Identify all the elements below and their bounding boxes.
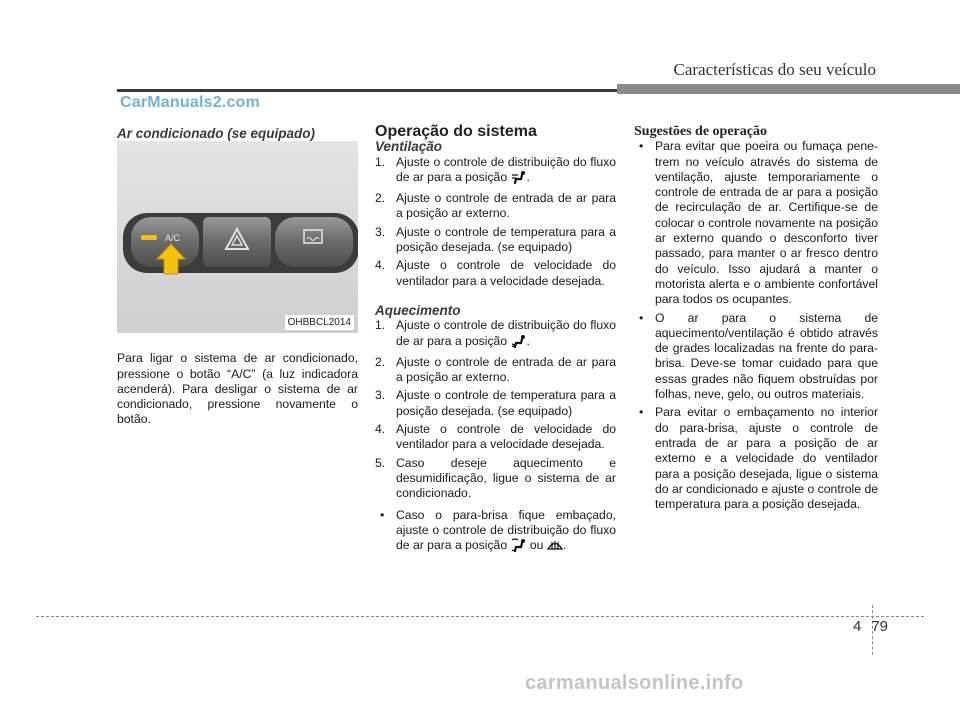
defrost-icon <box>547 538 563 556</box>
list-item: 4. Ajuste o controle de velocidade do ventilador para a velocidade desejada. <box>375 422 616 452</box>
list-item: • Para evitar que poeira ou fumaça penetrem no veículo através do sistema de ventilação, ajuste temporariamente o controle de entrada de ar para a posição de recirculação de ar. Certifique-se de colocar o controle novamente na posição ar externo quando o desconforto tiver passado, para manter o ar fresco dentro do veículo. Isso ajudará a manter o motorista alerta e o ambiente confortável para todos os ocupantes. <box>639 139 878 307</box>
list-item: 5. Caso deseje aquecimento e desumidificação, ligue o sistema de ar condicionado. <box>375 455 616 501</box>
list-item: • Para evitar o embaçamento no interior do para-brisa, ajuste o controle de entrada de ar para a posição de ar externo e a velocidade do ventilador para a posição desejada, ligue o sistema do ar condicionado e ajuste o controle de temperatura para a posição desejada. <box>639 405 878 512</box>
right-column <box>634 124 878 515</box>
rear-defrost-button <box>275 217 353 267</box>
tips-list <box>634 139 878 512</box>
page-number-value: 79 <box>871 618 889 635</box>
middle-column <box>375 124 616 559</box>
heating-bullets <box>375 508 616 557</box>
list-item: 2. Ajuste o controle de entrada de ar para a posição ar externo. <box>375 191 616 221</box>
list-item: 3. Ajuste o controle de temperatura para a posição desejada. (se equipado) <box>375 388 616 418</box>
list-item: 2. Ajuste o controle de entrada de ar para a posição ar externo. <box>375 354 616 385</box>
left-column <box>117 120 358 428</box>
footer-rule <box>36 616 924 617</box>
hazard-button <box>203 217 271 267</box>
ac-button-photo <box>117 141 358 333</box>
header-band <box>617 84 960 94</box>
ventilation-steps <box>375 155 616 289</box>
ac-button-label: A/C <box>165 233 181 244</box>
list-item: • Caso o para-brisa fique embaçado, ajuste o controle de distribuição do fluxo de ar para a posição ou . <box>375 508 616 557</box>
header-rule <box>117 89 617 92</box>
floor-defrost-icon <box>511 538 527 556</box>
page-number <box>853 618 888 635</box>
chapter-number: 4 <box>853 618 862 635</box>
tips-heading: Sugestões de operação <box>634 124 767 139</box>
system-operation-title: Operação do sistema <box>375 123 537 140</box>
watermark-top: CarManuals2.com <box>120 94 260 111</box>
ac-panel-illustration <box>117 141 358 333</box>
ac-indicator-light <box>141 235 157 240</box>
heating-steps <box>375 318 616 501</box>
list-item: 3. Ajuste o controle de temperatura para a posição desejada. (se equipado) <box>375 224 616 255</box>
heating-heading: Aquecimento <box>375 302 461 318</box>
watermark-bottom: carmanualsonline.info <box>525 672 744 694</box>
list-item: • O ar para o sistema de aquecimento/ventilação é obtido através de grades localizadas na frente do para-brisa. Deve-se tomar cuidado para que essas grades não fiquem obstruídas por folhas, neve, gelo, ou outros materiais. <box>639 310 878 402</box>
page-header-title: Características do seu veículo <box>673 60 876 79</box>
list-item: 4. Ajuste o controle de velocidade do ventilador para a velocidade desejada. <box>375 258 616 288</box>
face-vent-icon <box>511 170 527 188</box>
ventilation-heading: Ventilação <box>375 139 443 155</box>
photo-caption: OHBBCL2014 <box>285 315 354 330</box>
ac-body-text: Para ligar o sistema de ar condicionado, pressione o botão “A/C” (a luz indicadora acenderá). Para desligar o sistema de ar condicionado, pressione novamente o botão. <box>117 351 358 427</box>
list-item: 1. Ajuste o controle de distribuição do fluxo de ar para a posição . <box>375 155 616 189</box>
ac-heading: Ar condicionado (se equipado) <box>117 126 316 141</box>
list-item: 1. Ajuste o controle de distribuição do fluxo de ar para a posição . <box>375 318 616 352</box>
floor-vent-icon <box>511 334 527 352</box>
